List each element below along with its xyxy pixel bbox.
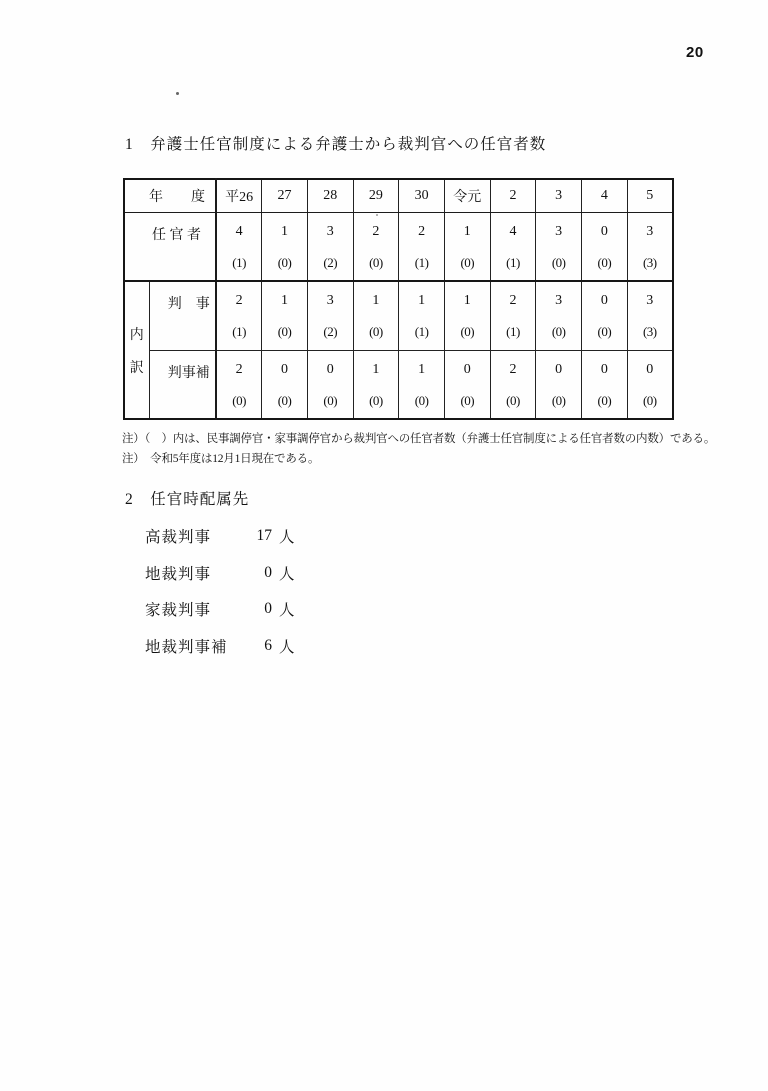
cell-value: 2: [372, 223, 380, 239]
appointments-table: [123, 178, 674, 420]
cell-value: 0: [646, 361, 654, 377]
table-cell: [490, 281, 536, 350]
table-cell: [262, 281, 308, 350]
table-cell: [536, 350, 582, 419]
cell-subvalue: (0): [277, 392, 292, 408]
table-cell: [582, 281, 628, 350]
table-cell: [262, 350, 308, 419]
section2-heading: 2 任官時配属先: [125, 491, 250, 508]
table-cell: [216, 281, 262, 350]
cell-subvalue: (1): [414, 254, 429, 270]
table-cell: [444, 281, 490, 350]
cell-value: 3: [646, 223, 654, 239]
list-item: [145, 591, 296, 628]
table-cell: [536, 281, 582, 350]
cell-subvalue: (1): [506, 324, 520, 339]
cell-subvalue: (0): [460, 254, 475, 270]
assignment-label: 高裁判事: [145, 529, 212, 547]
table-cell: [582, 212, 628, 281]
year-header-cell: 2: [490, 179, 536, 212]
cell-subvalue: (0): [369, 392, 383, 408]
year-header-cell: 5: [627, 179, 673, 212]
list-item: [145, 518, 296, 555]
cell-subvalue: (3): [642, 254, 657, 270]
cell-subvalue: (0): [551, 254, 566, 270]
cell-value: 3: [555, 293, 563, 308]
assignment-label: 家裁判事: [145, 602, 212, 620]
cell-value: 1: [281, 223, 289, 239]
cell-value: 0: [600, 361, 608, 377]
table-cell: [627, 281, 673, 350]
table-cell: [216, 350, 262, 419]
table-cell: [490, 212, 536, 281]
cell-value: 0: [600, 223, 608, 239]
table-cell: [627, 350, 673, 419]
cell-subvalue: (0): [369, 254, 383, 270]
year-header-cell: 令元: [444, 179, 490, 212]
cell-value: 4: [509, 223, 517, 239]
table-cell: [216, 212, 262, 281]
cell-value: 0: [281, 361, 289, 377]
page-number: 20: [686, 44, 704, 61]
cell-value: 3: [646, 293, 654, 308]
cell-value: 2: [235, 361, 243, 377]
cell-value: 2: [418, 223, 426, 239]
cell-subvalue: (0): [323, 392, 338, 408]
list-item: [145, 628, 296, 665]
cell-value: 2: [235, 293, 243, 308]
table-row-appointees: [124, 212, 673, 281]
table-cell: [399, 212, 445, 281]
row-label-appointees: 任 官 者: [124, 212, 216, 281]
footnote-2: 注） 令和5年度は12月1日現在である。: [122, 453, 320, 465]
assignment-value: 0: [264, 600, 272, 618]
cell-subvalue: (0): [506, 392, 520, 408]
table-cell: [444, 350, 490, 419]
table-cell: [262, 212, 308, 281]
cell-value: 3: [326, 293, 334, 308]
year-header-cell: 27: [262, 179, 308, 212]
cell-subvalue: (0): [597, 324, 612, 339]
year-header-cell: 平26: [216, 179, 262, 212]
breakdown-label-top: 内: [129, 327, 144, 343]
cell-value: 4: [235, 223, 243, 239]
cell-value: 1: [372, 293, 380, 308]
table-cell: [307, 281, 353, 350]
table-cell: [490, 350, 536, 419]
assignment-unit: 人: [279, 529, 296, 547]
cell-subvalue: (1): [232, 324, 246, 339]
assignment-value: 6: [264, 636, 272, 654]
cell-value: 1: [463, 223, 471, 239]
table-cell: [353, 212, 399, 281]
assignment-unit: 人: [279, 638, 296, 656]
table-cell: [444, 212, 490, 281]
cell-value: 1: [372, 361, 380, 377]
cell-value: 2: [509, 293, 517, 308]
cell-value: 0: [555, 361, 563, 377]
assignment-list: [145, 518, 296, 664]
cell-subvalue: (0): [232, 392, 246, 408]
cell-subvalue: (0): [551, 392, 566, 408]
footnotes: [122, 429, 716, 469]
year-header-cell: 30: [399, 179, 445, 212]
cell-subvalue: (0): [642, 392, 657, 408]
year-header-cell: 28: [307, 179, 353, 212]
year-header-cell: 4: [582, 179, 628, 212]
cell-value: 1: [418, 361, 426, 377]
assignment-value: 0: [264, 563, 272, 581]
table-cell: [307, 212, 353, 281]
table-cell: [353, 350, 399, 419]
table-cell: [353, 281, 399, 350]
cell-value: 0: [463, 361, 471, 377]
breakdown-label: [124, 281, 149, 419]
table-cell: [399, 350, 445, 419]
cell-subvalue: (2): [323, 254, 338, 270]
cell-subvalue: (0): [460, 324, 475, 339]
cell-subvalue: (1): [414, 324, 429, 339]
row-label-assistant-judge: 判事補: [149, 350, 216, 419]
cell-value: 1: [463, 293, 471, 308]
cell-subvalue: (0): [597, 392, 612, 408]
cell-value: 3: [326, 223, 334, 239]
table-row-assistant-judges: [124, 350, 673, 419]
cell-subvalue: (3): [642, 324, 657, 339]
table-header-row: [124, 179, 673, 212]
assignment-unit: 人: [279, 565, 296, 583]
year-header-cell: 29: [353, 179, 399, 212]
cell-subvalue: (1): [232, 254, 246, 270]
cell-subvalue: (0): [414, 392, 429, 408]
cell-value: 3: [555, 223, 563, 239]
footnote-1: 注）（ ）内は、民事調停官・家事調停官から裁判官への任官者数（弁護士任官制度による任官者数の内数）である。: [122, 433, 716, 445]
cell-subvalue: (0): [460, 392, 475, 408]
assignment-unit: 人: [279, 602, 296, 620]
table-cell: [582, 350, 628, 419]
table-cell: [399, 281, 445, 350]
list-item: [145, 555, 296, 592]
scan-speck: [176, 92, 179, 95]
cell-subvalue: (1): [506, 254, 520, 270]
cell-subvalue: (0): [551, 324, 566, 339]
year-header-cell: 3: [536, 179, 582, 212]
table-cell: [536, 212, 582, 281]
cell-value: 1: [418, 293, 426, 308]
breakdown-label-bottom: 訳: [129, 360, 144, 376]
table-row-judges: [124, 281, 673, 350]
cell-subvalue: (0): [277, 324, 292, 339]
year-header-label: 年 度: [124, 179, 216, 212]
cell-value: 0: [600, 293, 608, 308]
row-label-judge: 判 事: [149, 281, 216, 350]
section1-heading: 1 弁護士任官制度による弁護士から裁判官への任官者数: [125, 136, 547, 153]
assignment-label: 地裁判事: [145, 565, 212, 583]
cell-subvalue: (0): [369, 324, 383, 339]
cell-value: 0: [326, 361, 334, 377]
appointments-table-wrap: [123, 178, 674, 420]
cell-value: 1: [281, 293, 289, 308]
cell-subvalue: (0): [597, 254, 612, 270]
cell-subvalue: (2): [323, 324, 338, 339]
table-cell: [307, 350, 353, 419]
table-cell: [627, 212, 673, 281]
assignment-label: 地裁判事補: [145, 638, 228, 656]
assignment-value: 17: [256, 527, 272, 545]
cell-subvalue: (0): [277, 254, 292, 270]
cell-value: 2: [509, 361, 517, 377]
